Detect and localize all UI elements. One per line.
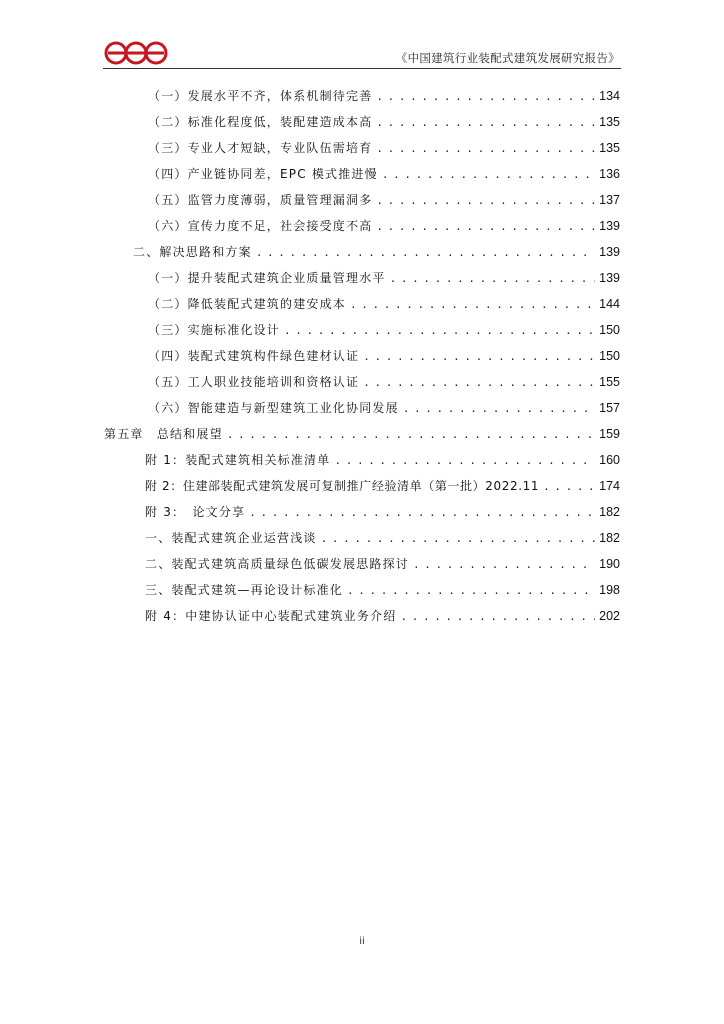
toc-entry-title: （五）工人职业技能培训和资格认证	[148, 375, 360, 389]
toc-entry-title: 第五章 总结和展望	[104, 427, 223, 441]
toc-leader-dots	[376, 116, 595, 129]
toc-entry[interactable]	[145, 529, 620, 549]
toc-entry[interactable]	[148, 295, 620, 315]
toc-entry[interactable]	[145, 451, 620, 471]
toc-leader-dots	[227, 428, 595, 441]
toc-entry[interactable]	[145, 477, 620, 497]
toc-leader-dots	[543, 480, 595, 493]
toc-entry-page: 144	[599, 297, 620, 311]
toc-entry[interactable]	[148, 165, 620, 185]
toc-entry-page: 135	[599, 115, 620, 129]
logo-icon	[104, 38, 168, 68]
toc-leader-dots	[390, 272, 596, 285]
header-divider	[103, 68, 621, 69]
toc-entry-page: 139	[599, 245, 620, 259]
toc-entry-page: 182	[599, 531, 620, 545]
toc-entry-title: （一）发展水平不齐，体系机制待完善	[148, 89, 373, 103]
toc-entry-title: 附 3： 论文分享	[145, 505, 246, 519]
toc-entry-title: （六）智能建造与新型建筑工业化协同发展	[148, 401, 399, 415]
toc-entry-page: 157	[599, 401, 620, 415]
toc-entry[interactable]	[145, 503, 620, 523]
toc-leader-dots	[334, 454, 595, 467]
toc-entry[interactable]	[104, 425, 620, 445]
toc-entry-title: （三）专业人才短缺，专业队伍需培育	[148, 141, 373, 155]
toc-entry[interactable]	[148, 113, 620, 133]
toc-entry-page: 174	[599, 479, 620, 493]
document-title: 《中国建筑行业装配式建筑发展研究报告》	[395, 51, 620, 65]
toc-entry[interactable]	[148, 139, 620, 159]
toc-leader-dots	[376, 220, 595, 233]
toc-entry-page: 135	[599, 141, 620, 155]
toc-entry-title: （二）降低装配式建筑的建安成本	[148, 297, 347, 311]
toc-leader-dots	[363, 350, 595, 363]
toc-entry-page: 182	[599, 505, 620, 519]
toc-entry-title: （五）监管力度薄弱，质量管理漏洞多	[148, 193, 373, 207]
toc-entry-title: （三）实施标准化设计	[148, 323, 281, 337]
toc-entry-page: 198	[599, 583, 620, 597]
toc-leader-dots	[376, 142, 595, 155]
toc-entry[interactable]	[133, 243, 620, 263]
toc-leader-dots	[350, 298, 595, 311]
toc-leader-dots	[363, 376, 595, 389]
toc-entry-title: 附 1：装配式建筑相关标准清单	[145, 453, 331, 467]
toc-leader-dots	[249, 506, 595, 519]
toc-entry[interactable]	[145, 555, 620, 575]
toc-entry[interactable]	[148, 373, 620, 393]
toc-entry-title: 附 4：中建协认证中心装配式建筑业务介绍	[145, 609, 397, 623]
toc-entry-page: 202	[599, 609, 620, 623]
toc-entry[interactable]	[148, 217, 620, 237]
toc-entry-page: 155	[599, 375, 620, 389]
toc-entry-title: 附 2：住建部装配式建筑发展可复制推广经验清单（第一批）2022.11	[145, 479, 540, 493]
toc-entry-title: 三、装配式建筑—再论设计标准化	[145, 583, 344, 597]
toc-entry-page: 134	[599, 89, 620, 103]
toc-entry-page: 159	[599, 427, 620, 441]
toc-entry-page: 139	[599, 219, 620, 233]
toc-leader-dots	[376, 194, 595, 207]
toc-entry-page: 136	[599, 167, 620, 181]
toc-entry[interactable]	[148, 87, 620, 107]
toc-entry[interactable]	[148, 191, 620, 211]
toc-entry-page: 139	[599, 271, 620, 285]
toc-entry-page: 160	[599, 453, 620, 467]
toc-entry-page: 137	[599, 193, 620, 207]
toc-leader-dots	[400, 610, 595, 623]
toc-entry-title: 二、解决思路和方案	[133, 245, 252, 259]
toc-entry[interactable]	[148, 321, 620, 341]
toc-entry-title: 二、装配式建筑高质量绿色低碳发展思路探讨	[145, 557, 410, 571]
toc-leader-dots	[321, 532, 596, 545]
toc-entry[interactable]	[145, 607, 620, 627]
toc-entry[interactable]	[148, 347, 620, 367]
toc-entry-title: （六）宣传力度不足，社会接受度不高	[148, 219, 373, 233]
toc-entry-page: 190	[599, 557, 620, 571]
toc-leader-dots	[256, 246, 595, 259]
toc-entry-page: 150	[599, 349, 620, 363]
toc-leader-dots	[413, 558, 595, 571]
toc-entry-title: （一）提升装配式建筑企业质量管理水平	[148, 271, 386, 285]
toc-leader-dots	[284, 324, 595, 337]
toc-leader-dots	[382, 168, 595, 181]
toc-entry-title: 一、装配式建筑企业运营浅谈	[145, 531, 317, 545]
page-number: ii	[359, 936, 365, 947]
toc-entry-title: （四）装配式建筑构件绿色建材认证	[148, 349, 360, 363]
toc-entry-title: （四）产业链协同差，EPC 模式推进慢	[148, 167, 378, 181]
toc-entry[interactable]	[148, 269, 620, 289]
toc-entry[interactable]	[148, 399, 620, 419]
toc-entry-page: 150	[599, 323, 620, 337]
toc-leader-dots	[347, 584, 595, 597]
toc-leader-dots	[376, 90, 595, 103]
toc-entry[interactable]	[145, 581, 620, 601]
toc-entry-title: （二）标准化程度低，装配建造成本高	[148, 115, 373, 129]
toc-leader-dots	[403, 402, 595, 415]
